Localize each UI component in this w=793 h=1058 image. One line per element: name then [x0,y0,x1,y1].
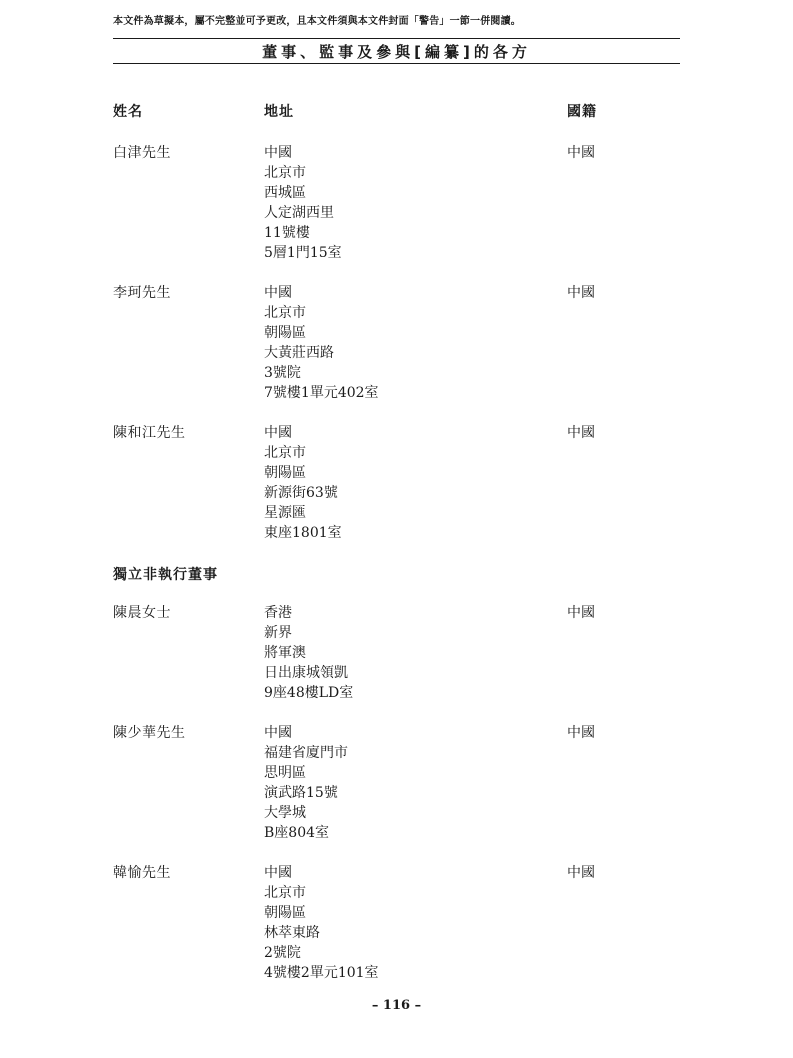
page-number: – 116 – [371,998,422,1013]
person-nationality: 中國 [567,865,595,881]
person-address [264,143,342,263]
address-line: 4號樓2單元101室 [264,965,379,981]
header-rule-bottom [113,63,680,64]
address-line: 林萃東路 [264,925,320,941]
person-address [264,723,348,843]
address-line: 中國 [264,145,292,161]
address-line: 將軍澳 [264,645,306,661]
address-line: B座804室 [264,825,330,841]
address-line: 3號院 [264,365,301,381]
draft-disclaimer: 本文件為草擬本，屬不完整並可予更改，且本文件須與本文件封面「警告」一節一併閱讀。 [113,16,521,27]
person-name: 陳晨女士 [113,605,171,621]
person-name: 李珂先生 [113,285,171,301]
address-line: 中國 [264,865,292,881]
address-line: 朝陽區 [264,905,306,921]
address-line: 2號院 [264,945,301,961]
person-name: 陳少華先生 [113,725,186,741]
address-line: 西城區 [264,185,306,201]
person-nationality: 中國 [567,425,595,441]
address-line: 中國 [264,285,292,301]
address-line: 11號樓 [264,225,310,241]
address-line: 中國 [264,725,292,741]
address-line: 演武路15號 [264,785,338,801]
person-address [264,423,342,543]
person-nationality: 中國 [567,605,595,621]
person-nationality: 中國 [567,145,595,161]
person-address [264,603,353,703]
person-nationality: 中國 [567,725,595,741]
address-line: 中國 [264,425,292,441]
address-line: 大學城 [264,805,306,821]
address-line: 朝陽區 [264,465,306,481]
address-line: 北京市 [264,445,306,461]
address-line: 新源街63號 [264,485,338,501]
person-name: 韓愉先生 [113,865,171,881]
address-line: 東座1801室 [264,525,342,541]
subheading-independent-directors: 獨立非執行董事 [113,567,218,583]
column-header-address: 地址 [264,104,294,120]
address-line: 朝陽區 [264,325,306,341]
person-nationality: 中國 [567,285,595,301]
person-name: 陳和江先生 [113,425,186,441]
address-line: 北京市 [264,305,306,321]
section-title: 董事、監事及參與[編纂]的各方 [262,43,531,61]
address-line: 北京市 [264,885,306,901]
address-line: 7號樓1單元402室 [264,385,379,401]
address-line: 思明區 [264,765,306,781]
address-line: 香港 [264,605,292,621]
address-line: 北京市 [264,165,306,181]
column-header-nationality: 國籍 [567,104,597,120]
address-line: 9座48樓LD室 [264,685,354,701]
address-line: 新界 [264,625,292,641]
address-line: 日出康城領凱 [264,665,348,681]
person-address [264,863,379,983]
column-header-name: 姓名 [113,104,143,120]
header-rule-top [113,38,680,39]
person-address [264,283,379,403]
address-line: 星源匯 [264,505,306,521]
person-name: 白津先生 [113,145,171,161]
address-line: 福建省廈門市 [264,745,348,761]
address-line: 人定湖西里 [264,205,334,221]
address-line: 大黃莊西路 [264,345,334,361]
address-line: 5層1門15室 [264,245,342,261]
